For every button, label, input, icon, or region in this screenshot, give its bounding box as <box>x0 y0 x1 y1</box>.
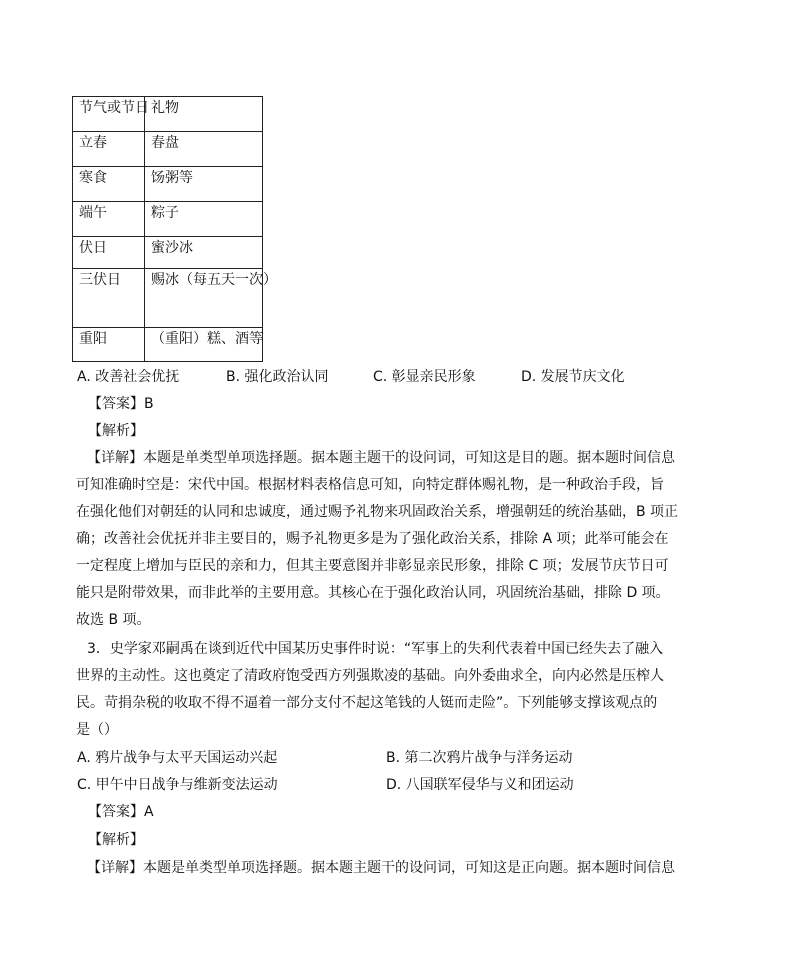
q3-stem-line: 世界的主动性。这也奠定了清政府饱受西方列强欺凌的基础。向外委曲求全，向内必然是压榨人 <box>76 668 664 684</box>
table-row <box>73 269 263 328</box>
table-cell-festival: 伏日 <box>73 237 145 269</box>
q2-detail-line: 可知准确时空是：宋代中国。根据材料表格信息可知，向特定群体赐礼物，是一种政治手段，旨 <box>76 477 664 493</box>
q2-option-c: C. 彰显亲民形象 <box>373 369 476 385</box>
q2-option-b: B. 强化政治认同 <box>226 369 329 385</box>
q3-stem-line: 民。苛捐杂税的收取不得不逼着一部分支付不起这笔钱的人铤而走险”。下列能够支撑该观点的 <box>76 695 658 711</box>
table-header-festival: 节气或节日 <box>73 97 145 132</box>
q2-analysis-label: 【解析】 <box>88 423 144 439</box>
q2-answer-label: 【答案】B <box>88 396 154 412</box>
table-cell-gift: 赐冰（每五天一次） <box>145 269 263 328</box>
table-header-gift: 礼物 <box>145 97 263 132</box>
q2-detail-line: 故选 B 项。 <box>76 612 151 628</box>
q2-detail-line: 【详解】本题是单类型单项选择题。据本题主题干的设问词，可知这是目的题。据本题时间信息 <box>87 450 675 466</box>
q2-detail-line: 能只是附带效果，而非此举的主要用意。其核心在于强化政治认同，巩固统治基础，排除 D 项。 <box>76 585 670 601</box>
q2-detail-line: 一定程度上增加与臣民的亲和力，但其主要意图并非彰显亲民形象，排除 C 项；发展节庆节日可 <box>76 558 669 574</box>
table-row <box>73 167 263 202</box>
q3-answer-label: 【答案】A <box>88 804 154 820</box>
q3-option-c: C. 甲午中日战争与维新变法运动 <box>77 777 278 793</box>
q3-analysis-label: 【解析】 <box>88 832 144 848</box>
festival-gift-table <box>72 96 277 362</box>
q2-detail-line: 在强化他们对朝廷的认同和忠诚度，通过赐予礼物来巩固政治关系，增强朝廷的统治基础，B 项正 <box>76 504 679 520</box>
table-cell-festival: 立春 <box>73 132 145 167</box>
q3-option-d: D. 八国联军侵华与义和团运动 <box>386 777 574 793</box>
table-row <box>73 237 263 269</box>
table-cell-gift: 饧粥等 <box>145 167 263 202</box>
q2-option-d: D. 发展节庆文化 <box>521 369 625 385</box>
table-row <box>73 202 263 237</box>
table-cell-gift: 春盘 <box>145 132 263 167</box>
q3-stem-line: 3．史学家邓嗣禹在谈到近代中国某历史事件时说：“军事上的失利代表着中国已经失去了融入 <box>87 641 664 657</box>
table-cell-festival: 重阳 <box>73 328 145 362</box>
table-cell-gift: （重阳）糕、酒等 <box>145 328 263 362</box>
table-cell-festival: 端午 <box>73 202 145 237</box>
q3-option-a: A. 鸦片战争与太平天国运动兴起 <box>77 750 278 766</box>
table-row <box>73 97 263 132</box>
table-cell-festival: 寒食 <box>73 167 145 202</box>
table-cell-gift: 粽子 <box>145 202 263 237</box>
q3-detail-line: 【详解】本题是单类型单项选择题。据本题主题干的设问词，可知这是正向题。据本题时间信息 <box>87 860 675 876</box>
table-row <box>73 132 263 167</box>
q3-stem-line: 是（） <box>76 722 118 738</box>
q2-detail-line: 确；改善社会优抚并非主要目的，赐予礼物更多是为了强化政治关系，排除 A 项；此举可能会在 <box>76 531 669 547</box>
table-cell-festival: 三伏日 <box>73 269 145 328</box>
table-cell-gift: 蜜沙冰 <box>145 237 263 269</box>
q2-option-a: A. 改善社会优抚 <box>77 369 180 385</box>
q3-option-b: B. 第二次鸦片战争与洋务运动 <box>386 750 573 766</box>
table-row <box>73 328 263 362</box>
